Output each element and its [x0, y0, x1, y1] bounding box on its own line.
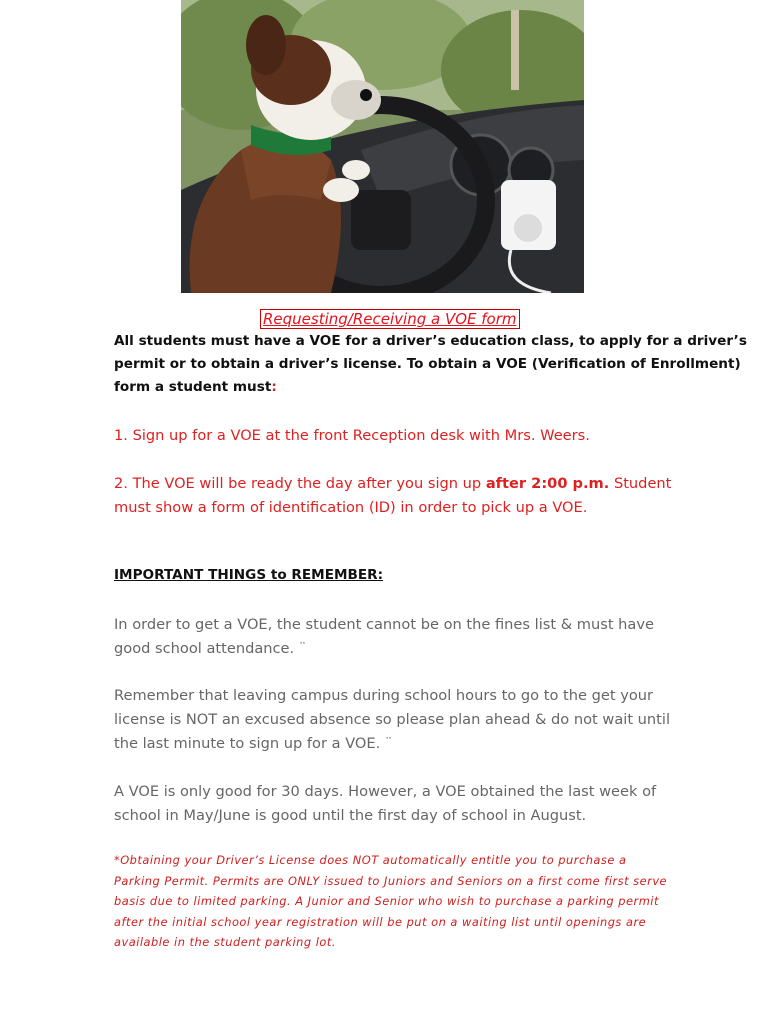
page-title: Requesting/Receiving a VOE form — [260, 309, 520, 329]
paragraph-campus-text: Remember that leaving campus during school hours to go to the get your license is NOT an excused absence so please plan ahead & do not wait until the last minute to sign up for a VOE. — [114, 687, 671, 752]
important-heading: IMPORTANT THINGS to REMEMBER: — [114, 567, 384, 583]
paragraph-campus — [114, 684, 674, 756]
step-2 — [114, 472, 674, 520]
intro-paragraph — [114, 330, 754, 399]
paragraph-fines-text: In order to get a VOE, the student cannot be on the fines list & must have good school attendance. — [114, 616, 654, 657]
paragraph-fines-mark: ¨ — [298, 640, 307, 657]
paragraph-fines — [114, 613, 674, 661]
step-1: 1. Sign up for a VOE at the front Reception desk with Mrs. Weers. — [114, 427, 590, 444]
step-2-text-start: 2. The VOE will be ready the day after you sign up — [114, 475, 486, 492]
dog-driving-photo — [181, 0, 584, 293]
paragraph-campus-mark: ¨ — [384, 735, 393, 752]
paragraph-validity-text: A VOE is only good for 30 days. However, a VOE obtained the last week of school in May/June is good until the first day of school in August. — [114, 783, 657, 824]
dog-driving-car-photo-icon — [181, 0, 584, 293]
parking-footnote: *Obtaining your Driver’s License does NOT automatically entitle you to purchase a Parking Permit. Permits are ONLY issued to Juniors and Seniors on a first come first serve basis due to limited parking. A Junior and Senior who wish to purchase a parking permit after the initial school year registration will be put on a waiting list until openings are available in the student parking lot. — [114, 853, 668, 949]
intro-text: All students must have a VOE for a driver’s education class, to apply for a driver’s permit or to obtain a driver’s license. To obtain a VOE (Verification of Enrollment) form a student must — [114, 333, 747, 395]
paragraph-validity — [114, 780, 674, 828]
step-2-time: after 2:00 p.m. — [485, 475, 610, 492]
intro-colon: : — [271, 379, 277, 395]
step-2-text-end: Student must show a form of identification (ID) in order to pick up a VOE. — [114, 475, 672, 516]
